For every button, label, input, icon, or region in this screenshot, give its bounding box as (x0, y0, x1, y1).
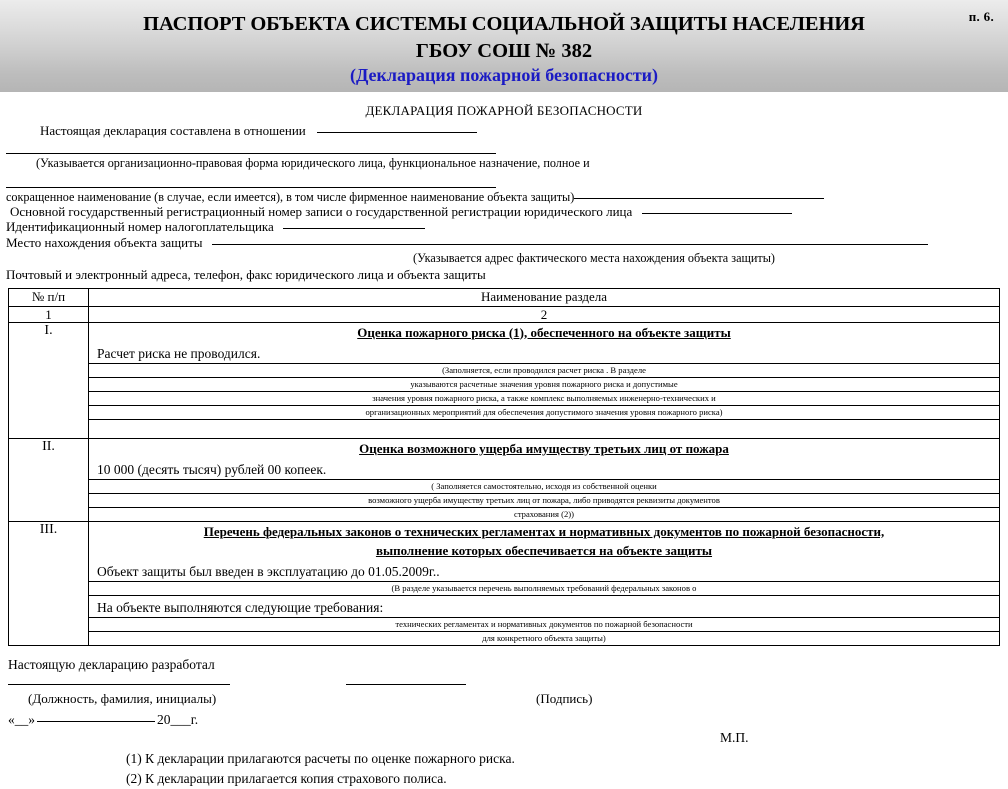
intro-note-2: сокращенное наименование (в случае, если имеется), в том числе фирменное наименование объекта защиты) (6, 189, 575, 204)
section-1-heading: Оценка пожарного риска (1), обеспеченного на объекте защиты (357, 324, 731, 340)
section-1-text: Расчет риска не проводился. (89, 342, 999, 364)
intro-note-location: (Указывается адрес фактического места нахождения объекта защиты) (413, 250, 775, 265)
intro-line-ogrn-label: Основной государственный регистрационный номер записи о государственной регистрации юридического лица (10, 204, 633, 220)
document-body (0, 103, 1008, 789)
sections-table (8, 288, 1000, 646)
section-3-heading-line2: выполнение которых обеспечивается на объекте защиты (375, 542, 713, 558)
section-1-body (89, 322, 1000, 438)
footer-notes (8, 749, 1000, 789)
footer-date-year: 20___г. (157, 711, 199, 727)
intro-blank-inn[interactable] (283, 228, 425, 229)
section-2-fine-1: ( Заполняется самостоятельно, исходя из собственной оценки (89, 480, 999, 494)
intro-line-location-label: Место нахождения объекта защиты (6, 234, 203, 250)
intro-blank-ogrn[interactable] (642, 213, 792, 214)
section-1-fine-1: (Заполняется, если проводился расчет риска . В разделе (89, 364, 999, 378)
intro-line-location (6, 234, 1002, 249)
intro-note-2-row (6, 188, 1002, 203)
signature-blank-sign[interactable] (346, 684, 466, 685)
footer-date-blank-month[interactable] (37, 721, 155, 722)
table-numbering-row (9, 306, 1000, 322)
declaration-title: ДЕКЛАРАЦИЯ ПОЖАРНОЙ БЕЗОПАСНОСТИ (365, 103, 643, 118)
table-colnum-1: 1 (9, 306, 89, 322)
intro-line-inn-label: Идентификационный номер налогоплательщика (6, 219, 274, 235)
signature-captions-row (8, 692, 1000, 711)
section-2-number: II. (9, 438, 89, 521)
page-title-line1: ПАСПОРТ ОБЪЕКТА СИСТЕМЫ СОЦИАЛЬНОЙ ЗАЩИТЫ НАСЕЛЕНИЯ (143, 13, 865, 35)
intro-blank-location[interactable] (212, 244, 928, 245)
table-header-row (9, 288, 1000, 306)
intro-blank-note2[interactable] (574, 198, 824, 199)
footer-developed-by: Настоящую декларацию разработал (8, 656, 215, 672)
table-row-section-1 (9, 322, 1000, 438)
intro-note-1: (Указывается организационно-правовая форма юридического лица, функциональное назначение, полное и (36, 156, 590, 171)
intro-line-contacts: Почтовый и электронный адреса, телефон, факс юридического лица и объекта защиты (6, 267, 486, 283)
section-2-heading: Оценка возможного ущерба имуществу третьих лиц от пожара (359, 440, 729, 456)
page-title-line2: ГБОУ СОШ № 382 (415, 40, 593, 62)
intro-line-ogrn (6, 203, 1002, 218)
footer-note-1: (1) К декларации прилагаются расчеты по оценке пожарного риска. (126, 750, 515, 766)
header-corner-note: п. 6. (968, 9, 994, 24)
table-header-num: № п/п (9, 288, 89, 306)
intro-block (0, 119, 1008, 282)
section-3-fine-1: (В разделе указывается перечень выполняемых требований федеральных законов о (89, 582, 999, 596)
section-3-text-2: На объекте выполняются следующие требования: (89, 596, 999, 618)
section-3-number: III. (9, 521, 89, 645)
intro-line-subject (6, 119, 1002, 137)
footer-block (0, 656, 1008, 789)
section-3-text-1: Объект защиты был введен в эксплуатацию до 01.05.2009г.. (89, 560, 999, 582)
signature-lines-row (8, 672, 1000, 692)
section-3-fine-3: для конкретного объекта защиты) (482, 632, 606, 643)
section-1-fine-2: указываются расчетные значения уровня пожарного риска и допустимые (89, 378, 999, 392)
intro-blank-subject[interactable] (317, 132, 477, 133)
section-3-heading-line1: Перечень федеральных законов о технических регламентах и нормативных документов по пожарной безопасности, (203, 523, 885, 539)
intro-line-subject-label: Настоящая декларация составлена в отношении (40, 123, 306, 138)
table-header-section: Наименование раздела (89, 288, 1000, 306)
section-2-text: 10 000 (десять тысяч) рублей 00 копеек. (89, 458, 999, 480)
table-row-section-3 (9, 521, 1000, 645)
footer-date-line (8, 711, 1000, 727)
footer-date-prefix: «__» (8, 711, 35, 727)
signature-caption-signature: (Подпись) (536, 690, 593, 706)
signature-blank-position[interactable] (8, 684, 230, 685)
table-colnum-2: 2 (89, 306, 1000, 322)
section-3-fine-2: технических регламентах и нормативных документов по пожарной безопасности (89, 618, 999, 632)
section-2-fine-3: страхования (2)) (514, 508, 574, 519)
section-1-spacer (89, 420, 999, 438)
footer-note-2: (2) К декларации прилагается копия страхового полиса. (126, 770, 447, 786)
section-3-body (89, 521, 1000, 645)
footer-stamp-row (8, 727, 1000, 749)
page-subtitle: (Декларация пожарной безопасности) (349, 65, 659, 85)
signature-caption-position: (Должность, фамилия, инициалы) (28, 690, 217, 706)
table-row-section-2 (9, 438, 1000, 521)
section-1-fine-4: организационных мероприятий для обеспечения допустимого значения уровня пожарного риска) (89, 406, 999, 420)
footer-stamp: М.П. (720, 729, 749, 745)
section-1-number: I. (9, 322, 89, 438)
section-2-body (89, 438, 1000, 521)
section-1-fine-3: значения уровня пожарного риска, а также комплекс выполняемых инженерно-технических и (89, 392, 999, 406)
header-banner (0, 0, 1008, 92)
intro-line-inn (6, 218, 1002, 233)
section-2-fine-2: возможного ущерба имуществу третьих лиц от пожара, либо приводятся реквизиты документов (89, 494, 999, 508)
